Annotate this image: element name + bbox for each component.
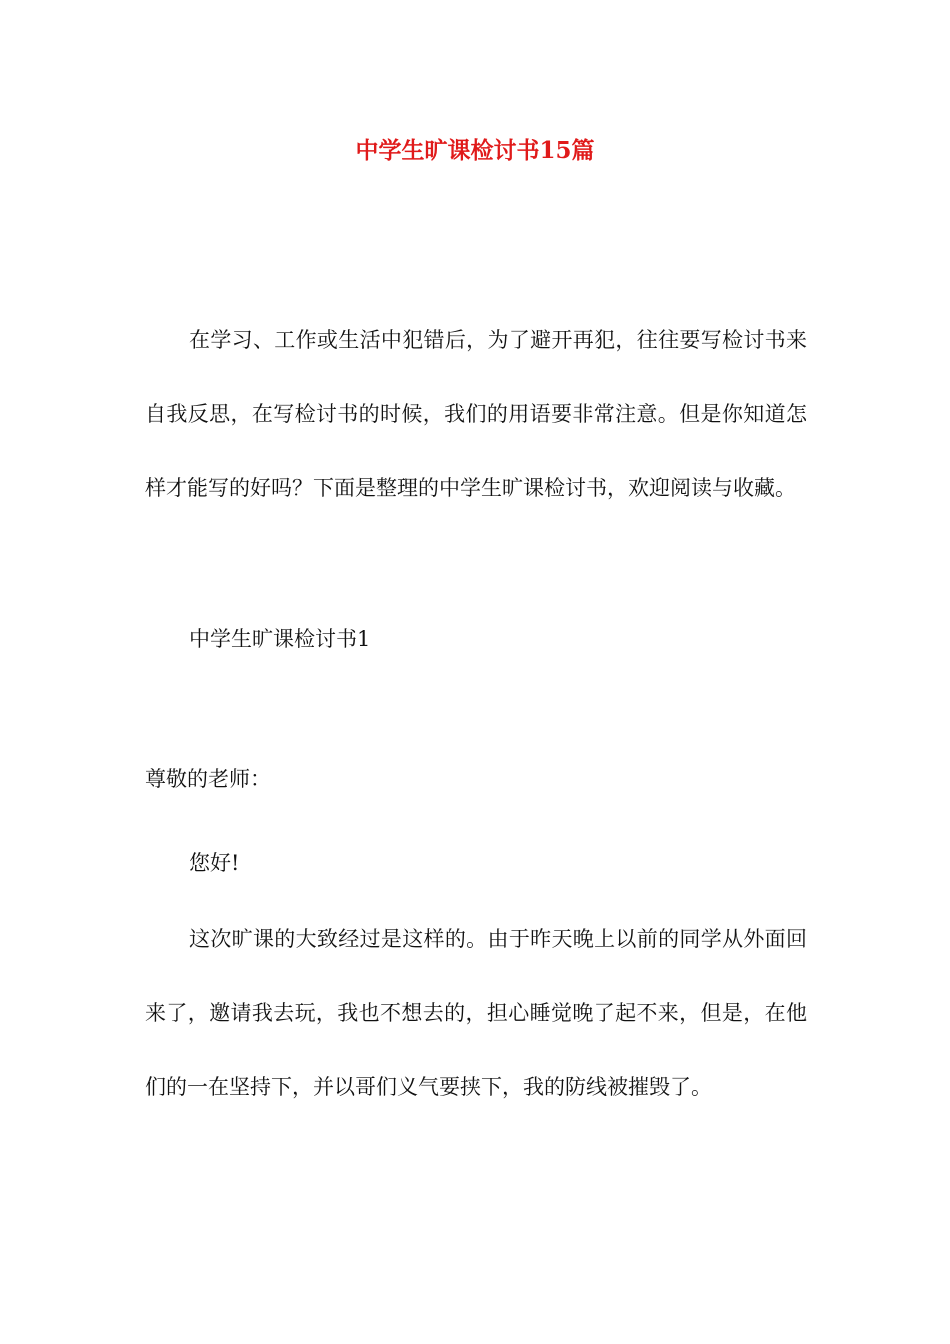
section-heading-block bbox=[145, 602, 807, 676]
intro-paragraph-block bbox=[145, 303, 807, 525]
document-title: 中学生旷课检讨书15篇 bbox=[355, 137, 595, 164]
salutation-block bbox=[145, 742, 807, 816]
story-paragraph-block bbox=[145, 902, 807, 1124]
section-heading-1: 中学生旷课检讨书1 bbox=[189, 627, 371, 651]
story-paragraph: 这次旷课的大致经过是这样的。由于昨天晚上以前的同学从外面回来了，邀请我去玩，我也不想去的，担心睡觉晚了起不来，但是，在他们的一在坚持下，并以哥们义气要挟下，我的防线被摧毁了。 bbox=[145, 927, 807, 1099]
salutation: 尊敬的老师： bbox=[145, 767, 271, 791]
intro-paragraph: 在学习、工作或生活中犯错后，为了避开再犯，往往要写检讨书来自我反思，在写检讨书的时候，我们的用语要非常注意。但是你知道怎样才能写的好吗？下面是整理的中学生旷课检讨书，欢迎阅读与收藏。 bbox=[145, 328, 807, 500]
greeting: 您好! bbox=[189, 851, 240, 875]
greeting-block bbox=[145, 826, 807, 900]
